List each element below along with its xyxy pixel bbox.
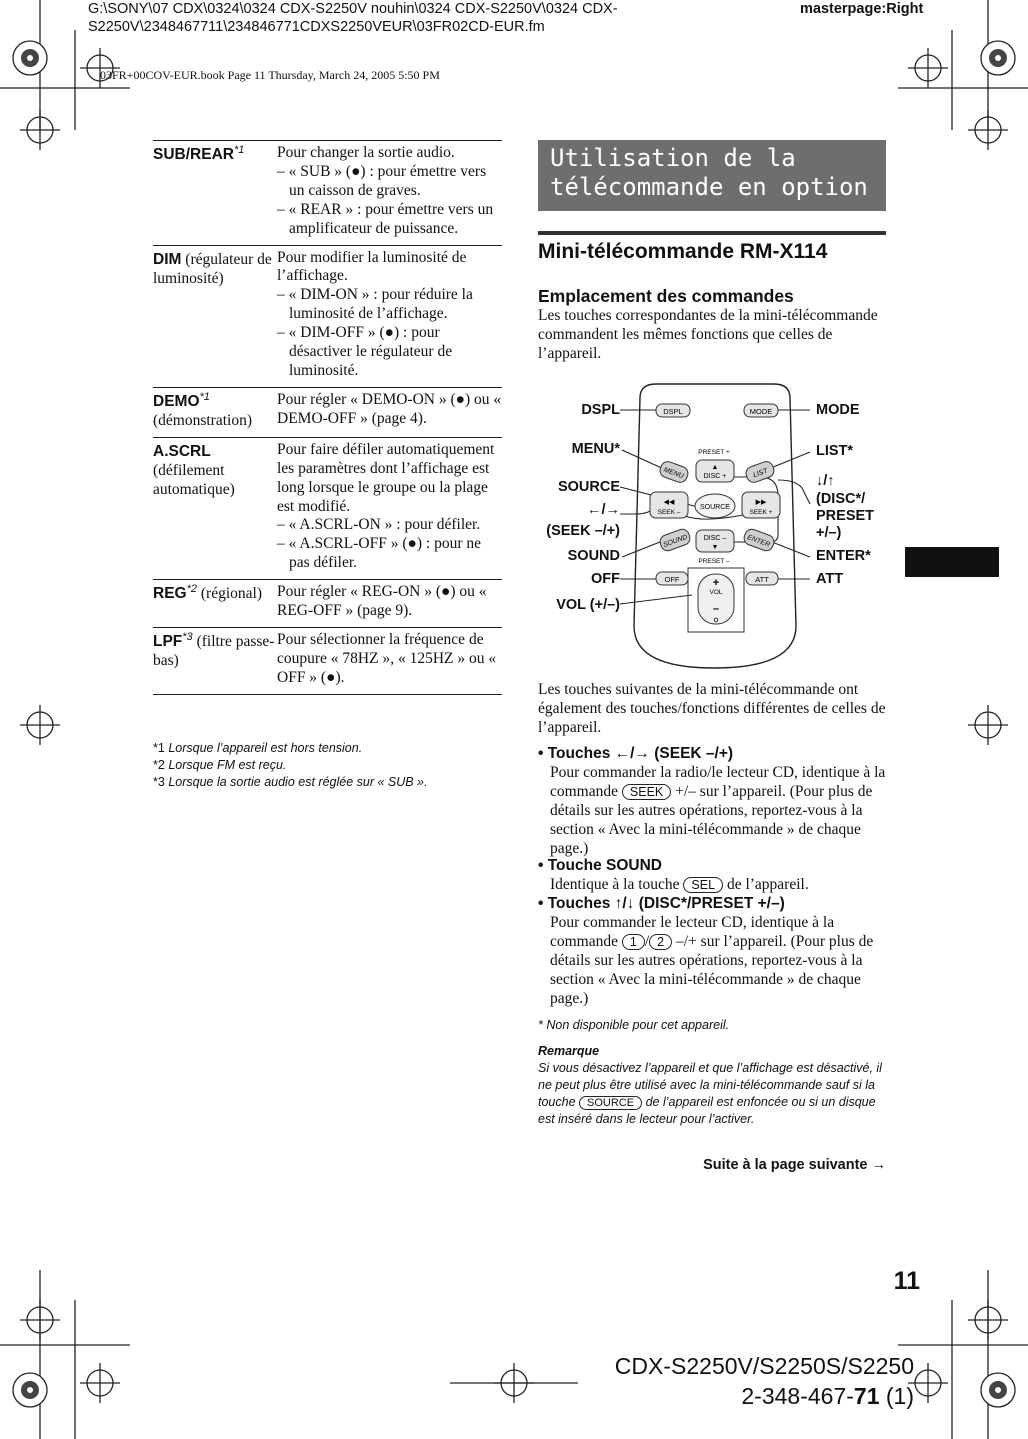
key-1: 1 bbox=[622, 934, 645, 950]
table-row bbox=[153, 141, 502, 246]
file-path-line-2: S2250V\2348467711\234846771CDXS2250VEUR\03FR02CD-EUR.fm bbox=[88, 19, 545, 36]
bullet-sound: • Touche SOUND Identique à la touche SEL de l’appareil. bbox=[538, 857, 809, 893]
masterpage-label: masterpage:Right bbox=[800, 1, 924, 17]
section-tab bbox=[905, 547, 999, 577]
callout-list: LIST* bbox=[816, 443, 854, 459]
enter-button-label: ENTER bbox=[746, 534, 771, 549]
setting-name: LPF$^{*3}$ (filtre passe-bas) bbox=[153, 628, 277, 695]
star-target-icon bbox=[981, 41, 1015, 75]
key-2: 2 bbox=[649, 934, 672, 950]
registration-mark-icon bbox=[968, 1300, 1008, 1340]
remote-body bbox=[634, 384, 796, 668]
settings-table bbox=[153, 140, 502, 695]
book-stamp: 03FR+00COV-EUR.book Page 11 Thursday, March 24, 2005 5:50 PM bbox=[100, 68, 440, 82]
table-row bbox=[153, 628, 502, 695]
next-icon: ▶▶ bbox=[755, 498, 767, 506]
footnote: *1 Lorsque l’appareil est hors tension. bbox=[153, 741, 363, 755]
setting-name: SUB/REAR$^{*1}$ bbox=[153, 141, 277, 246]
star-target-icon bbox=[13, 1373, 47, 1407]
functions-paragraph: Les touches suivantes de la mini-télécommande ont également des touches/fonctions différentes de celles de l’appareil. bbox=[538, 681, 886, 736]
registration-mark-icon bbox=[80, 1363, 120, 1403]
source-button-label: SOURCE bbox=[700, 504, 730, 511]
section-banner: Utilisation de la télécommande en option bbox=[538, 140, 886, 211]
att-button-label: ATT bbox=[755, 575, 769, 584]
vol-label: VOL bbox=[709, 589, 723, 596]
setting-description: Pour faire défiler automatiquement les paramètres dont l’affichage est long lorsque le groupe ou la plage est modifié. – « A.SCRL-ON » : pour défiler. – « A.SCRL-OFF » (●) : pour ne pas défiler. bbox=[277, 437, 502, 579]
registration-mark-icon bbox=[20, 110, 60, 150]
callout-seek: (SEEK –/+) bbox=[546, 523, 620, 539]
file-path-line-1: G:\SONY\07 CDX\0324\0324 CDX-S2250V nouhin\0324 CDX-S2250V\0324 CDX- bbox=[88, 1, 618, 17]
callout-menu: MENU* bbox=[571, 441, 620, 457]
section-rule bbox=[538, 231, 886, 235]
bullet-seek: • Touches ←/→ (SEEK –/+) Pour commander la radio/le lecteur CD, identique à la commande SEEK +/– sur l’appareil. (Pour plus de détails sur les autres opérations, reportez-vous à la section « Avec la mini-télécommande » de chaque page.) bbox=[538, 745, 886, 857]
sel-key: SEL bbox=[683, 877, 723, 893]
continued-label: Suite à la page suivante → bbox=[703, 1157, 886, 1173]
footnotes bbox=[153, 740, 502, 791]
setting-name: DEMO$^{*1}$ (démonstration) bbox=[153, 387, 277, 437]
callout-preset-sign: +/–) bbox=[816, 525, 842, 541]
table-row bbox=[153, 387, 502, 437]
source-key: SOURCE bbox=[579, 1096, 642, 1110]
disc-minus-label: DISC – bbox=[703, 535, 727, 542]
part-code: 2-348-467-71 (1) bbox=[741, 1383, 914, 1409]
footnote: *2 Lorsque FM est reçu. bbox=[153, 757, 287, 772]
callout-source: SOURCE bbox=[557, 479, 620, 495]
seek-plus-label: SEEK + bbox=[749, 509, 773, 516]
registration-mark-icon bbox=[908, 1363, 948, 1403]
table-row bbox=[153, 437, 502, 579]
registration-mark-icon bbox=[968, 705, 1008, 745]
callout-att: ATT bbox=[816, 571, 844, 587]
callout-mode: MODE bbox=[816, 402, 860, 418]
setting-description: Pour régler « DEMO-ON » (●) ou « DEMO-OFF » (page 4). bbox=[277, 387, 502, 437]
arrow-down-icon: ▼ bbox=[711, 543, 719, 551]
registration-mark-icon bbox=[908, 48, 948, 88]
registration-mark-icon bbox=[20, 1300, 60, 1340]
table-row bbox=[153, 245, 502, 387]
bullet-seek-title: Touches ←/→ (SEEK –/+) bbox=[547, 745, 734, 762]
setting-name: REG$^{*2}$ (régional) bbox=[153, 580, 277, 628]
table-row bbox=[153, 580, 502, 628]
model-number: CDX-S2250V/S2250S/S2250 bbox=[614, 1353, 914, 1379]
footnote: *3 Lorsque la sortie audio est réglée sur « SUB ». bbox=[153, 774, 428, 789]
callout-disc: (DISC*/ bbox=[816, 491, 866, 507]
prev-icon: ◀◀ bbox=[663, 498, 675, 506]
menu-button-label: MENU bbox=[662, 466, 685, 481]
remarque: Remarque Si vous désactivez l’appareil et que l’affichage est désactivé, il ne peut plus être utilisé avec la mini-télécommande sauf si la touche SOURCE de l’appareil est enfoncée ou si un disque est inséré dans le lecteur pour l’activer. bbox=[538, 1043, 886, 1127]
star-note: * Non disponible pour cet appareil. bbox=[538, 1018, 730, 1032]
page-number: 11 bbox=[893, 1267, 920, 1295]
callout-disc-arrows: ↓/↑ bbox=[816, 473, 835, 489]
setting-name: A.SCRL (défilement automatique) bbox=[153, 437, 277, 579]
list-button-label: LIST bbox=[752, 467, 769, 480]
intro-paragraph: Les touches correspondantes de la mini-télécommande commandent les mêmes fonctions que celles de l’appareil. bbox=[538, 307, 878, 362]
star-target-icon bbox=[981, 1373, 1015, 1407]
callout-vol: VOL (+/–) bbox=[556, 597, 620, 613]
dspl-button-label: DSPL bbox=[663, 407, 683, 416]
off-button-label: OFF bbox=[664, 575, 680, 584]
section-title: Mini-télécommande RM-X114 bbox=[538, 240, 828, 263]
setting-description: Pour sélectionner la fréquence de coupure « 78HZ », « 125HZ » ou « OFF » (●). bbox=[277, 628, 502, 695]
star-target-icon bbox=[13, 41, 47, 75]
vol-plus-label: + bbox=[712, 577, 720, 589]
disc-plus-label: DISC + bbox=[703, 473, 727, 480]
bullet-disc-title: Touches ↑/↓ (DISC*/PRESET +/–) bbox=[547, 895, 785, 912]
setting-description: Pour changer la sortie audio. – « SUB » (●) : pour émettre vers un caisson de graves. – « REAR » : pour émettre vers un amplificateur de puissance. bbox=[277, 141, 502, 246]
remarque-title: Remarque bbox=[538, 1044, 600, 1058]
setting-description: Pour modifier la luminosité de l’affichage. – « DIM-ON » : pour réduire la luminosité de l’affichage. – « DIM-OFF » (●) : pour désactiver le régulateur de luminosité. bbox=[277, 245, 502, 387]
sound-button-label: SOUND bbox=[662, 533, 689, 550]
registration-mark-icon bbox=[968, 110, 1008, 150]
registration-mark-icon bbox=[20, 705, 60, 745]
callout-enter: ENTER* bbox=[816, 548, 871, 564]
setting-name: DIM (régulateur de luminosité) bbox=[153, 245, 277, 387]
file-path bbox=[88, 0, 618, 36]
callout-off: OFF bbox=[591, 571, 620, 587]
callout-seek-arrows: ←/→ bbox=[586, 502, 620, 518]
preset-minus-label: PRESET – bbox=[698, 558, 730, 565]
seek-key: SEEK bbox=[622, 784, 671, 800]
callout-preset: PRESET bbox=[816, 508, 875, 524]
bullet-sound-title: Touche SOUND bbox=[547, 857, 662, 874]
mode-button-label: MODE bbox=[749, 407, 773, 416]
arrow-up-icon: ▲ bbox=[711, 463, 719, 471]
callout-sound: SOUND bbox=[567, 548, 620, 564]
vol-minus-label: – bbox=[712, 603, 720, 615]
bullet-disc: • Touches ↑/↓ (DISC*/PRESET +/–) Pour commander le lecteur CD, identique à la commande 1 / 2 –/+ sur l’appareil. (Pour plus de détails sur les autres opérations, reportez-vous à la section « Avec la mini-télécommande » de chaque page.) bbox=[538, 895, 874, 1007]
seek-minus-label: SEEK – bbox=[657, 509, 681, 516]
setting-description: Pour régler « REG-ON » (●) ou « REG-OFF » (page 9). bbox=[277, 580, 502, 628]
preset-plus-label: PRESET + bbox=[698, 449, 730, 456]
section-subtitle: Emplacement des commandes bbox=[538, 286, 794, 306]
callout-dspl: DSPL bbox=[581, 402, 620, 418]
